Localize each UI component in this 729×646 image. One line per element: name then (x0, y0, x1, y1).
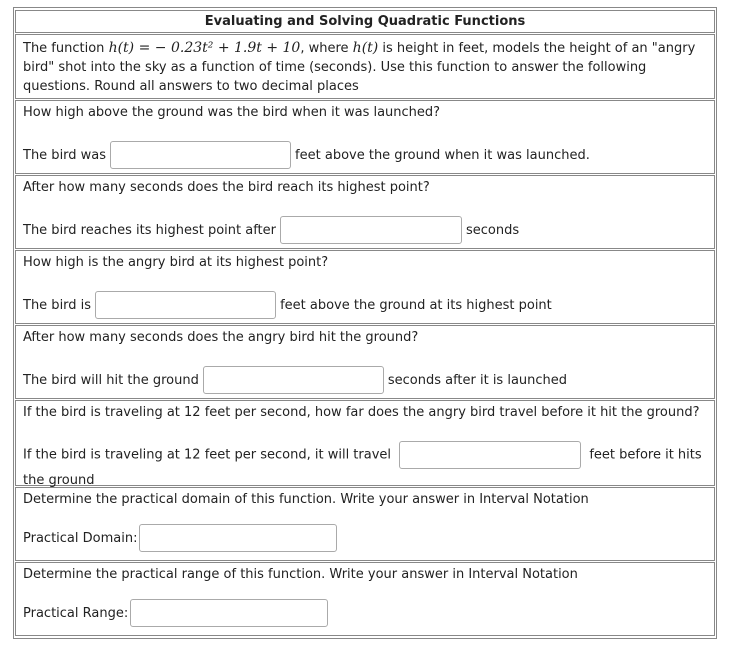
question-block (15, 325, 715, 399)
function-rhs: − 0.23t² + 1.9t + 10 (154, 40, 301, 56)
answer-prefix: The bird will hit the ground (23, 372, 199, 388)
function-var: h(t) (352, 40, 379, 56)
answer-line (23, 524, 341, 552)
intro-pre: The function (23, 41, 109, 56)
answer-suffix: feet before it hits the ground (23, 447, 702, 488)
answer-suffix: feet above the ground when it was launched. (295, 147, 590, 163)
answer-prefix: The bird was (23, 147, 107, 163)
answer-prefix: If the bird is traveling at 12 feet per second, it will travel (23, 447, 392, 463)
practical-range-input[interactable] (130, 599, 328, 627)
question-text: Determine the practical domain of this function. Write your answer in Interval Notation (23, 492, 589, 507)
answer-line (23, 291, 552, 319)
answer-suffix: seconds after it is launched (387, 372, 568, 388)
question-text: After how many seconds does the angry bird hit the ground? (23, 330, 419, 345)
question-block (15, 400, 715, 486)
question-block (15, 250, 715, 324)
answer-line (23, 441, 713, 493)
question-text: How high is the angry bird at its highest point? (23, 255, 329, 270)
worksheet-title: Evaluating and Solving Quadratic Functions (15, 10, 715, 33)
question-block (15, 487, 715, 561)
launch-height-input[interactable] (110, 141, 291, 169)
intro-post: , where (300, 41, 353, 56)
answer-prefix: Practical Range: (23, 605, 129, 621)
ground-time-input[interactable] (203, 366, 384, 394)
question-text: After how many seconds does the bird reach its highest point? (23, 180, 430, 195)
distance-input[interactable] (399, 441, 581, 469)
answer-prefix: The bird reaches its highest point after (23, 222, 276, 238)
function-equals: = (134, 40, 155, 56)
question-text: Determine the practical range of this function. Write your answer in Interval Notation (23, 567, 578, 582)
answer-line (23, 366, 567, 394)
question-block (15, 562, 715, 636)
practical-domain-input[interactable] (139, 524, 337, 552)
answer-suffix: seconds (466, 222, 520, 238)
intro-text (15, 34, 715, 99)
intro-rest: is height in feet, models the height of an "angry bird" shot into the sky as a function of time (seconds). Use this function to answer the following questions. Round all answers to two decimal places (23, 41, 696, 94)
answer-line (23, 141, 590, 169)
question-text: How high above the ground was the bird when it was launched? (23, 105, 441, 120)
peak-time-input[interactable] (280, 216, 462, 244)
worksheet-panel (13, 7, 717, 639)
function-lhs: h(t) (108, 40, 135, 56)
answer-prefix: Practical Domain: (23, 530, 138, 546)
answer-line (23, 599, 332, 627)
answer-suffix: feet above the ground at its highest point (280, 297, 552, 313)
peak-height-input[interactable] (95, 291, 276, 319)
answer-line (23, 216, 519, 244)
answer-prefix: The bird is (23, 297, 92, 313)
question-text: If the bird is traveling at 12 feet per second, how far does the angry bird travel before it hit the ground? (23, 405, 700, 420)
question-block (15, 100, 715, 174)
question-block (15, 175, 715, 249)
